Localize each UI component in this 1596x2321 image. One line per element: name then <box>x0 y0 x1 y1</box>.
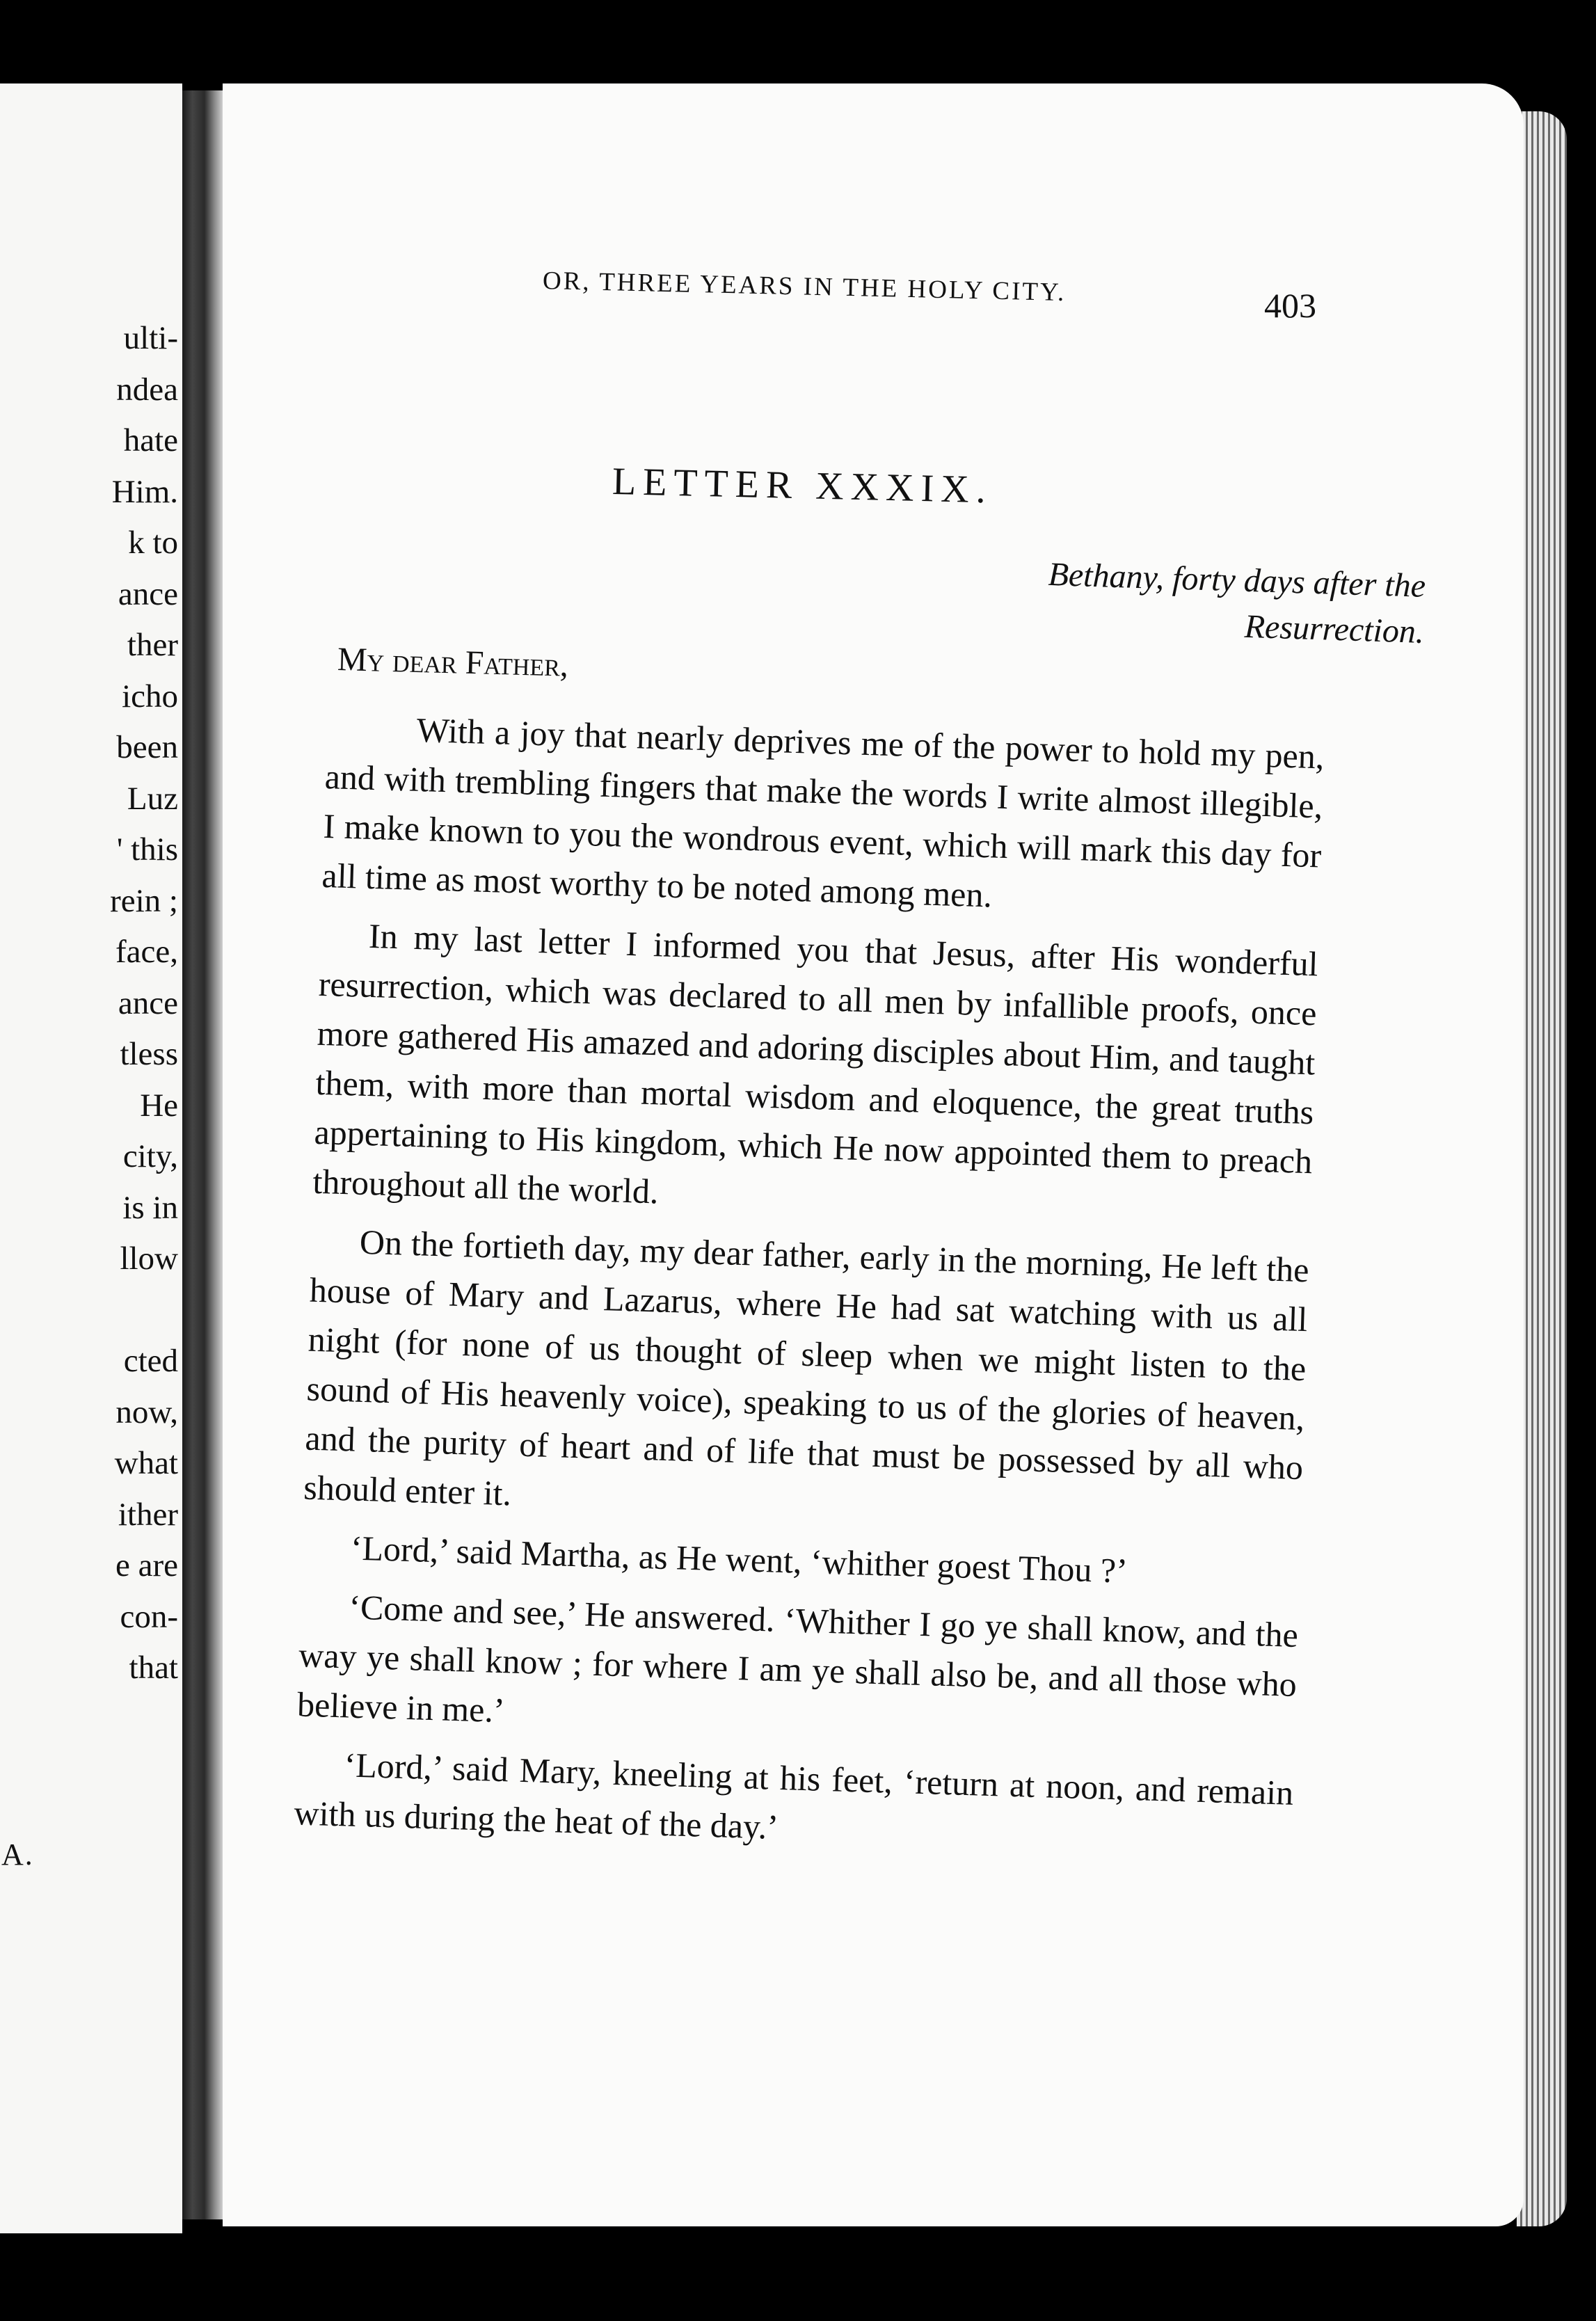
left-page-line-fragments <box>8 313 182 1694</box>
letter-title: LETTER XXXIX. <box>612 460 993 512</box>
left-line-fragment: Him. <box>111 473 178 510</box>
left-line-fragment: ndea <box>116 371 178 408</box>
paragraph: In my last letter I informed you that Jesus, after His wonderful resurrection, which was declared to all men by infallible proofs, once more gathered His amazed and adoring disciples about Him, and taught them, with more than mortal wisdom and eloquence, the great truths appertaining to His kingdom, which He now appointed them to preach throughout all the world. <box>312 916 1319 1211</box>
right-page <box>223 83 1524 2226</box>
left-line-fragment: hate <box>123 422 178 458</box>
dateline-line-1: Bethany, forty days after the <box>1047 555 1426 605</box>
paragraph: ‘Come and see,’ He answered. ‘Whither I go ye shall know, and the way ye shall know ; for where I am ye shall also be, and all those who believe in me.’ <box>296 1587 1299 1730</box>
left-line-fragment: is in <box>122 1189 178 1226</box>
left-line-fragment: Luz <box>127 780 178 817</box>
left-line-fragment: ' this <box>116 831 178 868</box>
left-line-fragment: He <box>140 1087 178 1124</box>
left-line-fragment: e are <box>115 1547 178 1584</box>
left-line-fragment: ulti- <box>123 320 178 356</box>
dateline <box>811 544 1426 655</box>
book-gutter <box>182 90 223 2219</box>
paragraph: ‘Lord,’ said Martha, as He went, ‘whither goest Thou ?’ <box>350 1528 1128 1590</box>
left-line-fragment: ither <box>118 1496 178 1533</box>
left-line-fragment: tless <box>120 1036 178 1072</box>
paragraph: With a joy that nearly deprives me of the power to hold my pen, and with trembling fingers that make the words I write almost illegible, I make known to you the wondrous event, which will mark this day for all time as most worthy to be noted among men. <box>321 710 1325 915</box>
running-head: OR, THREE YEARS IN THE HOLY CITY. <box>542 266 1067 308</box>
left-line-fragment: city, <box>122 1138 178 1174</box>
left-line-fragment: k to <box>128 525 178 561</box>
salutation: My dear Father, <box>337 641 569 684</box>
left-line-fragment: face, <box>115 934 178 970</box>
left-line-fragment: llow <box>120 1241 178 1277</box>
paragraph: On the fortieth day, my dear father, early in the morning, He left the house of Mary and Lazarus, where He had sat watching with us all night (for none of us thought of sleep when we might listen to the sound of His heavenly voice), speaking to us of the glories of heaven, and the purity of heart and of life that must be possessed by all who should enter it. <box>303 1222 1310 1513</box>
left-line-fragment: con- <box>120 1598 178 1635</box>
dateline-line-2: Resurrection. <box>1244 607 1425 651</box>
paragraph: ‘Lord,’ said Mary, kneeling at his feet, ‘return at noon, and remain with us during the heat of the day.’ <box>293 1745 1294 1847</box>
left-line-fragment: icho <box>122 678 178 715</box>
left-line-fragment: been <box>116 729 178 765</box>
page-number: 403 <box>1264 286 1316 325</box>
page-edges <box>1517 111 1567 2226</box>
left-line-fragment: what <box>114 1445 178 1481</box>
left-line-fragment: now, <box>115 1394 178 1430</box>
left-line-fragment: that <box>129 1650 178 1686</box>
left-line-fragment: ther <box>127 627 178 663</box>
left-line-fragment: cted <box>123 1343 178 1379</box>
left-line-fragment: rein ; <box>110 882 178 919</box>
left-line-fragment: ance <box>118 984 178 1021</box>
left-page-signature-fragment: A. <box>1 1837 34 1872</box>
left-facing-page <box>0 83 182 2233</box>
letter-body <box>293 703 1325 1877</box>
left-line-fragment: ance <box>118 575 178 612</box>
